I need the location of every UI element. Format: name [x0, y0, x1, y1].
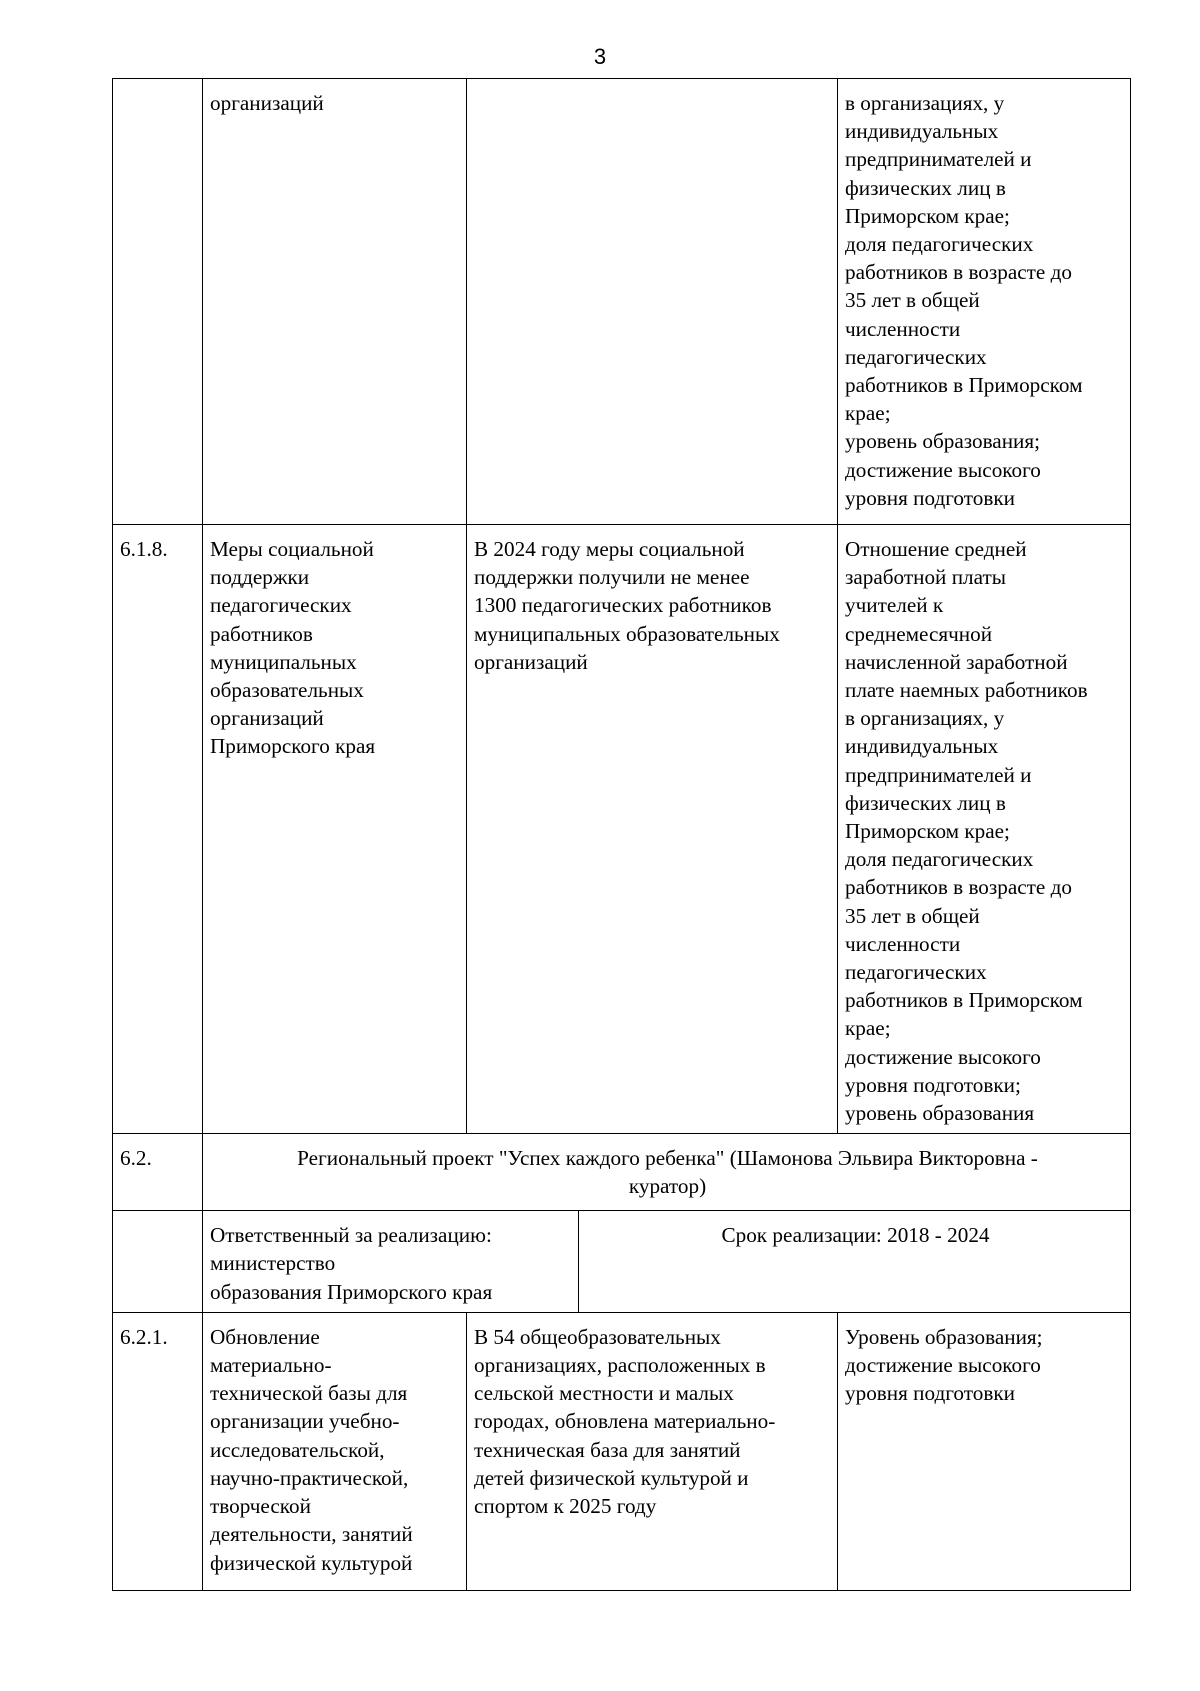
- table-row: [113, 525, 1131, 1134]
- table-row: [113, 79, 1131, 525]
- indicators-text: в организациях, у индивидуальных предпринимателей и физических лиц в Приморском крае; доля педагогических работников в возрасте до 35 лет в общей численности педагогических работников в Приморском крае; уровень образования; достижение высокого уровня подготовки: [845, 91, 1083, 510]
- indicators-cell: [838, 1312, 1131, 1590]
- table-row: [113, 1312, 1131, 1590]
- item-number-cell: [113, 1211, 203, 1313]
- item-number: 6.2.: [120, 1146, 152, 1171]
- item-name: организаций: [210, 91, 324, 115]
- item-name: Обновление материально- технической базы для организации учебно- исследовательской, научно-практической, творческой деятельности, занятий физической культурой: [210, 1324, 413, 1575]
- item-number-cell: [113, 1134, 203, 1211]
- expected-result-text: В 2024 году меры социальной поддержки получили не менее 1300 педагогических работников муниципальных образовательных организаций: [474, 537, 780, 674]
- item-name-cell: [203, 525, 467, 1134]
- item-name-cell: [203, 79, 467, 525]
- item-name: Меры социальной поддержки педагогических работников муниципальных образовательных организаций Приморского края: [210, 537, 376, 759]
- indicators-cell: [838, 79, 1131, 525]
- responsible-text: Ответственный за реализацию: министерство образования Приморского края: [210, 1223, 493, 1304]
- item-number: 6.2.1.: [120, 1324, 168, 1349]
- project-title: Региональный проект "Успех каждого ребенка" (Шамонова Эльвира Викторовна - куратор): [297, 1146, 1038, 1199]
- project-header-row: [113, 1134, 1131, 1211]
- indicators-cell: [838, 525, 1131, 1134]
- expected-result-cell: [467, 79, 838, 525]
- expected-result-cell: [467, 525, 838, 1134]
- indicators-text: Отношение средней заработной платы учителей к среднемесячной начисленной заработной плате наемных работников в организациях, у индивидуальных предпринимателей и физических лиц в Приморском крае; доля педагогических работников в возрасте до 35 лет в общей численности педагогических работников в Приморском крае; достижение высокого уровня подготовки; уровень образования: [845, 537, 1088, 1126]
- indicators-text: Уровень образования; достижение высокого уровня подготовки: [845, 1324, 1043, 1406]
- term-cell: [579, 1211, 1131, 1313]
- responsibility-row: [113, 1211, 1131, 1313]
- program-table: [112, 78, 1131, 1591]
- page-number: 3: [593, 44, 607, 69]
- item-name-cell: [203, 1312, 467, 1590]
- responsible-cell: [203, 1211, 579, 1313]
- item-number-cell: [113, 1312, 203, 1590]
- term-text: Срок реализации: 2018 - 2024: [721, 1223, 990, 1248]
- item-number-cell: [113, 525, 203, 1134]
- item-number: 6.1.8.: [120, 537, 168, 561]
- expected-result-cell: [467, 1312, 838, 1590]
- item-number-cell: [113, 79, 203, 525]
- expected-result-text: В 54 общеобразовательных организациях, расположенных в сельской местности и малых городах, обновлена материально- техническая база для занятий детей физической культурой и спортом к 2025 году: [474, 1324, 776, 1519]
- project-title-cell: [203, 1134, 1131, 1211]
